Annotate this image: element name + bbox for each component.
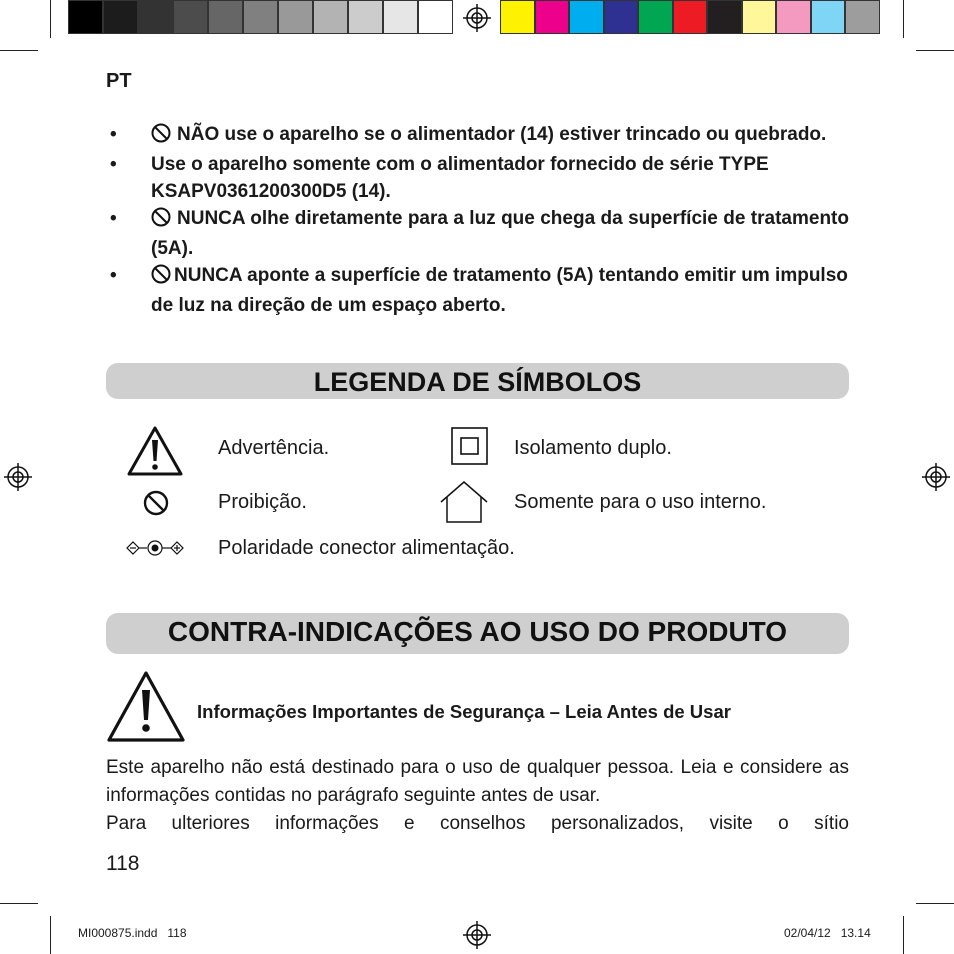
color-swatch xyxy=(68,0,103,34)
safety-info-title: Informações Importantes de Segurança – Leia Antes de Usar xyxy=(197,701,731,722)
legend-indoor-label: Somente para o uso interno. xyxy=(514,491,767,513)
grayscale-color-bar xyxy=(68,0,453,36)
registration-mark-icon xyxy=(463,4,491,32)
legend-warning-label: Advertência. xyxy=(218,437,330,459)
page-number: 118 xyxy=(106,852,140,875)
color-swatch xyxy=(707,0,742,34)
color-swatch xyxy=(313,0,348,34)
bullet-text: Use o aparelho somente com o alimentador fornecido de série TYPE KSAPV0361200300D5 (14). xyxy=(151,154,769,202)
prohibition-icon xyxy=(151,123,171,151)
color-swatch xyxy=(776,0,811,34)
cmyk-color-bar xyxy=(500,0,880,36)
registration-mark-icon xyxy=(922,463,950,491)
crop-mark xyxy=(916,50,954,51)
bullet-text: NÃO use o aparelho se o alimentador (14) estiver trincado ou quebrado. xyxy=(177,124,827,145)
color-swatch xyxy=(383,0,418,34)
paragraph: Para ulteriores informações e conselhos personalizados, visite o sítio xyxy=(106,813,849,834)
color-swatch xyxy=(845,0,880,34)
color-swatch xyxy=(500,0,535,34)
color-swatch xyxy=(604,0,639,34)
crop-mark xyxy=(903,0,904,38)
bullet-text: NUNCA olhe diretamente para a luz que chega da superfície de tratamento (5A). xyxy=(151,208,849,259)
crop-mark xyxy=(903,916,904,954)
color-swatch xyxy=(673,0,708,34)
prohibition-icon xyxy=(151,207,171,235)
bullet-marker: • xyxy=(110,208,117,229)
bullet-marker: • xyxy=(110,265,117,286)
registration-mark-icon xyxy=(463,921,491,949)
prohibition-icon xyxy=(151,264,171,292)
language-label: PT xyxy=(106,70,132,92)
double-insulation-icon xyxy=(451,427,488,470)
bullet-marker: • xyxy=(110,124,117,145)
crop-mark xyxy=(0,50,38,51)
color-swatch xyxy=(243,0,278,34)
warning-triangle-icon xyxy=(126,425,184,482)
legend-double-insulation-label: Isolamento duplo. xyxy=(514,437,672,459)
house-icon xyxy=(439,480,489,529)
warning-triangle-icon xyxy=(106,670,186,748)
color-swatch xyxy=(418,0,453,34)
section-heading-symbols: LEGENDA DE SÍMBOLOS xyxy=(106,363,849,399)
list-item xyxy=(106,121,849,151)
color-swatch xyxy=(742,0,777,34)
list-item xyxy=(106,205,849,262)
color-swatch xyxy=(103,0,138,34)
section-heading-contraindications: CONTRA-INDICAÇÕES AO USO DO PRODUTO xyxy=(106,613,849,654)
legend-polarity-label: Polaridade conector alimentação. xyxy=(218,537,515,559)
color-swatch xyxy=(638,0,673,34)
registration-mark-icon xyxy=(4,463,32,491)
crop-mark xyxy=(50,0,51,38)
list-item xyxy=(106,151,849,205)
crop-mark xyxy=(50,916,51,954)
paragraph: Este aparelho não está destinado para o uso de qualquer pessoa. Leia e considere as informações contidas no parágrafo seguinte antes de usar. xyxy=(106,757,849,806)
color-swatch xyxy=(173,0,208,34)
color-swatch xyxy=(811,0,846,34)
color-swatch xyxy=(278,0,313,34)
bullet-marker: • xyxy=(110,154,117,175)
color-swatch xyxy=(208,0,243,34)
color-swatch xyxy=(138,0,173,34)
crop-mark xyxy=(0,903,38,904)
legend-prohibition-label: Proibição. xyxy=(218,491,307,513)
footer-date: 02/04/12 13.14 xyxy=(784,926,871,940)
warning-bullet-list xyxy=(106,121,849,319)
polarity-icon xyxy=(125,540,185,561)
list-item xyxy=(106,262,849,319)
footer-file-name: MI000875.indd 118 xyxy=(78,926,187,940)
bullet-text: NUNCA aponte a superfície de tratamento (5A) tentando emitir um impulso de luz na direção de um espaço aberto. xyxy=(151,265,848,316)
crop-mark xyxy=(916,903,954,904)
color-swatch xyxy=(348,0,383,34)
body-text xyxy=(106,754,849,838)
prohibition-icon xyxy=(143,490,169,521)
color-swatch xyxy=(535,0,570,34)
color-swatch xyxy=(569,0,604,34)
